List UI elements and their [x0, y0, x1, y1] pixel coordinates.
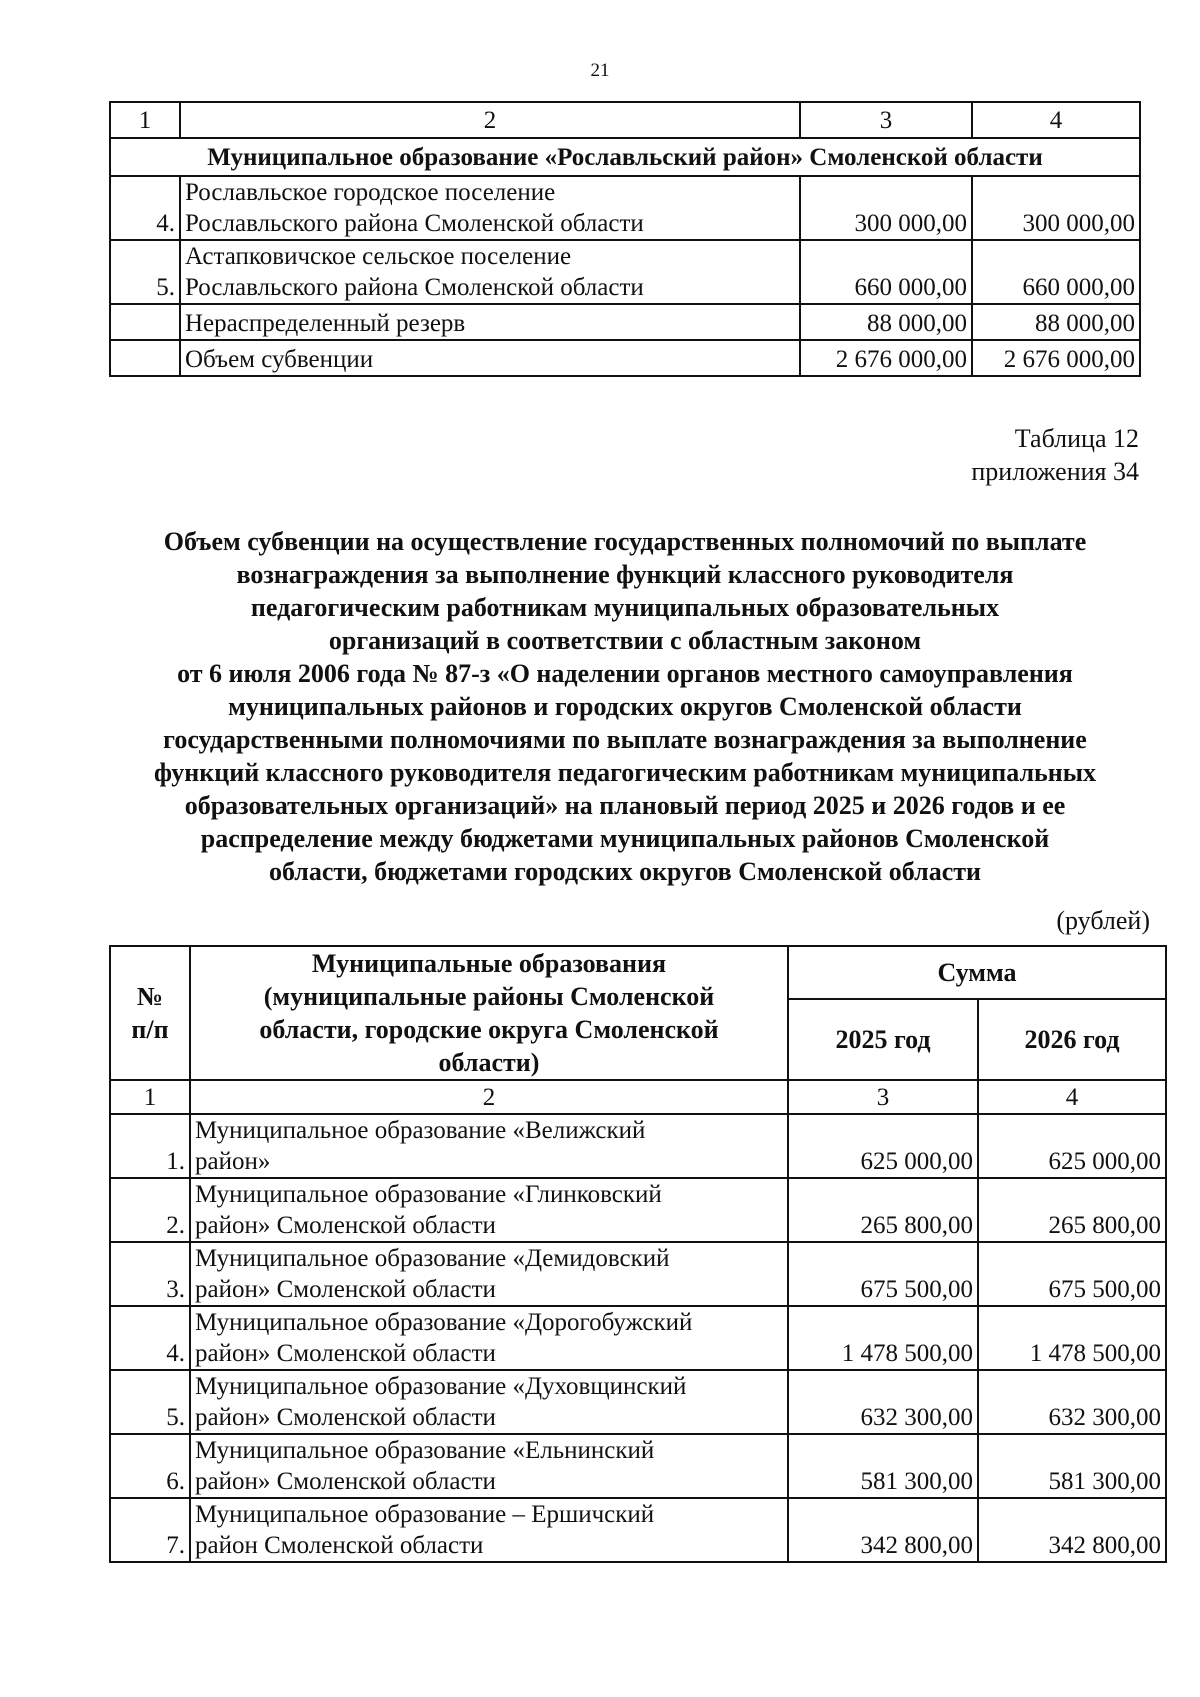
year-2026-header: 2026 год [978, 999, 1166, 1080]
amount-2026: 342 800,00 [978, 1498, 1166, 1562]
row-name-line1: Муниципальное образование «Глинковский [195, 1181, 662, 1208]
title-line: Объем субвенции на осуществление государственных полномочий по выплате [163, 527, 1087, 556]
row-name [190, 1178, 788, 1242]
row-name-line2: район» Смоленской области [195, 1276, 496, 1303]
amount-2026: 581 300,00 [978, 1434, 1166, 1498]
row-name [190, 1242, 788, 1306]
amount-2025: 1 478 500,00 [788, 1306, 978, 1370]
title-line: педагогическим работникам муниципальных образовательных [250, 593, 1000, 622]
amount-2025: 625 000,00 [788, 1114, 978, 1178]
amount-2026: 625 000,00 [978, 1114, 1166, 1178]
amount-2025: 300 000,00 [800, 176, 972, 240]
number-header-line1: № [136, 982, 164, 1011]
row-name-line2: район» Смоленской области [195, 1212, 496, 1239]
header-row [110, 946, 1166, 999]
total-2026: 2 676 000,00 [972, 340, 1140, 376]
title-line: функций классного руководителя педагогическим работникам муниципальных [153, 758, 1097, 787]
total-2025: 2 676 000,00 [800, 340, 972, 376]
row-name-line1: Муниципальное образование «Духовщинский [195, 1373, 687, 1400]
table-row [110, 176, 1140, 240]
municipality-header [190, 946, 788, 1080]
row-number: 4. [110, 176, 180, 240]
title-line: области, бюджетами городских округов Смоленской области [268, 857, 982, 886]
row-number: 5. [110, 240, 180, 304]
amount-2025: 581 300,00 [788, 1434, 978, 1498]
row-name [190, 1370, 788, 1434]
column-number: 4 [978, 1080, 1166, 1114]
row-name-line2: Рославльского района Смоленской области [185, 210, 644, 237]
number-header-line2: п/п [131, 1015, 169, 1044]
number-header [110, 946, 190, 1080]
total-label: Объем субвенции [180, 340, 800, 376]
title-line: образовательных организаций» на плановый период 2025 и 2026 годов и ее [184, 791, 1066, 820]
row-number: 3. [110, 1242, 190, 1306]
empty-cell [110, 340, 180, 376]
column-number: 2 [190, 1080, 788, 1114]
column-number: 3 [800, 102, 972, 138]
row-number: 4. [110, 1306, 190, 1370]
table-row [110, 1306, 1166, 1370]
row-name-line1: Муниципальное образование «Ельнинский [195, 1437, 655, 1464]
row-name-line2: район» [195, 1148, 271, 1175]
amount-2026: 675 500,00 [978, 1242, 1166, 1306]
row-name [190, 1306, 788, 1370]
table-caption-line1: Таблица 12 [1014, 424, 1139, 453]
reserve-label: Нераспределенный резерв [180, 304, 800, 340]
municipality-header-line: области) [438, 1048, 540, 1077]
subsidy-table-continued [109, 101, 1141, 377]
table-row [110, 1178, 1166, 1242]
row-number: 7. [110, 1498, 190, 1562]
title-line: вознаграждения за выполнение функций классного руководителя [236, 560, 1014, 589]
table-row [110, 1114, 1166, 1178]
column-number: 2 [180, 102, 800, 138]
title-line: распределение между бюджетами муниципальных районов Смоленской [200, 824, 1050, 853]
row-name-line2: район» Смоленской области [195, 1468, 496, 1495]
row-name [180, 240, 800, 304]
title-line: государственными полномочиями по выплате вознаграждения за выполнение [163, 725, 1087, 754]
page-number: 21 [590, 60, 610, 81]
table-row [110, 1434, 1166, 1498]
amount-2025: 265 800,00 [788, 1178, 978, 1242]
document-title [110, 525, 1140, 888]
row-number: 6. [110, 1434, 190, 1498]
section-title: Муниципальное образование «Рославльский район» Смоленской области [110, 138, 1140, 176]
amount-2025: 342 800,00 [788, 1498, 978, 1562]
row-number: 5. [110, 1370, 190, 1434]
amount-2026: 265 800,00 [978, 1178, 1166, 1242]
table-row [110, 240, 1140, 304]
municipality-header-line: Муниципальные образования [311, 949, 667, 978]
row-name [190, 1114, 788, 1178]
amount-2025: 675 500,00 [788, 1242, 978, 1306]
column-number: 1 [110, 1080, 190, 1114]
reserve-2025: 88 000,00 [800, 304, 972, 340]
section-row [110, 138, 1140, 176]
row-name-line1: Рославльское городское поселение [185, 179, 556, 206]
title-line: организаций в соответствии с областным законом [328, 626, 922, 655]
table-row [110, 1370, 1166, 1434]
amount-2026: 300 000,00 [972, 176, 1140, 240]
title-line: муниципальных районов и городских округов Смоленской области [228, 692, 1022, 721]
year-2025-header: 2025 год [788, 999, 978, 1080]
table-row [110, 1498, 1166, 1562]
row-name-line1: Астапковичское сельское поселение [185, 243, 572, 270]
amount-2026: 632 300,00 [978, 1370, 1166, 1434]
row-number: 2. [110, 1178, 190, 1242]
column-number: 1 [110, 102, 180, 138]
row-name-line2: район Смоленской области [195, 1532, 484, 1559]
amount-2026: 1 478 500,00 [978, 1306, 1166, 1370]
empty-cell [110, 304, 180, 340]
reserve-row [110, 304, 1140, 340]
table-row [110, 1242, 1166, 1306]
column-number: 3 [788, 1080, 978, 1114]
reserve-2026: 88 000,00 [972, 304, 1140, 340]
column-number-row [110, 102, 1140, 138]
total-row [110, 340, 1140, 376]
title-line: от 6 июля 2006 года № 87-з «О наделении органов местного самоуправления [177, 659, 1073, 688]
sum-header: Сумма [788, 946, 1166, 999]
row-name-line2: район» Смоленской области [195, 1404, 496, 1431]
row-name [190, 1498, 788, 1562]
column-number: 4 [972, 102, 1140, 138]
row-name-line1: Муниципальное образование – Ершичский [195, 1501, 655, 1528]
amount-2026: 660 000,00 [972, 240, 1140, 304]
municipality-header-line: (муниципальные районы Смоленской [263, 982, 715, 1011]
units-label: (рублей) [1056, 906, 1150, 935]
amount-2025: 660 000,00 [800, 240, 972, 304]
row-name-line1: Муниципальное образование «Велижский [195, 1117, 646, 1144]
row-name-line1: Муниципальное образование «Дорогобужский [195, 1309, 693, 1336]
table-caption-line2: приложения 34 [971, 457, 1139, 486]
amount-2025: 632 300,00 [788, 1370, 978, 1434]
row-name [190, 1434, 788, 1498]
table-caption [971, 422, 1139, 488]
column-number-row [110, 1080, 1166, 1114]
municipality-header-line: области, городские округа Смоленской [259, 1015, 719, 1044]
row-number: 1. [110, 1114, 190, 1178]
row-name-line2: район» Смоленской области [195, 1340, 496, 1367]
row-name-line2: Рославльского района Смоленской области [185, 274, 644, 301]
row-name [180, 176, 800, 240]
row-name-line1: Муниципальное образование «Демидовский [195, 1245, 670, 1272]
subsidy-distribution-table [109, 945, 1167, 1563]
